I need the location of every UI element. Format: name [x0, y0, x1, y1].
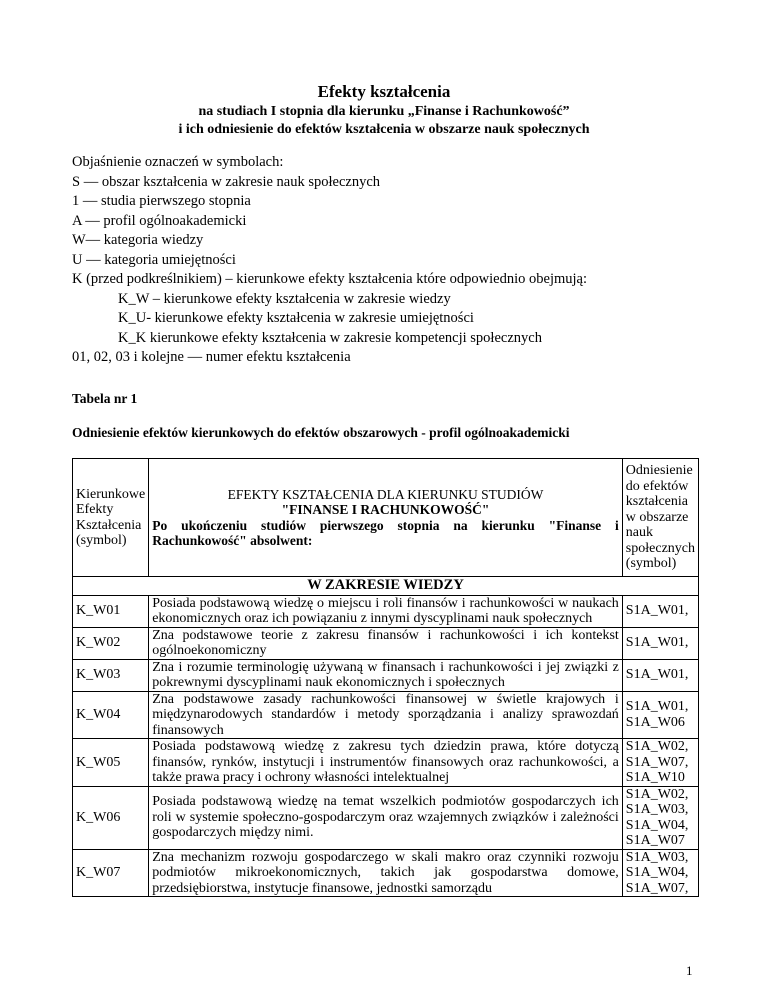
- outcome-description: Posiada podstawową wiedzę na temat wszelkich podmiotów gospodarczych ich roli w systemie społeczno-gospodarczym oraz wzajemnych związków i zależności gospodarczych między nimi.: [149, 786, 623, 849]
- section-row: [73, 577, 699, 596]
- outcome-reference: S1A_W03, S1A_W04, S1A_W07,: [622, 849, 698, 897]
- outcome-description: Posiada podstawową wiedzę o miejscu i roli finansów i rachunkowości w naukach ekonomicznych oraz ich powiązaniu z innymi dyscyplinami nauk społecznych: [149, 595, 623, 627]
- outcome-reference: S1A_W02, S1A_W07, S1A_W10: [622, 739, 698, 787]
- outcome-code: K_W06: [73, 786, 149, 849]
- table-row: [73, 659, 699, 691]
- document-subtitle-2: i ich odniesienie do efektów kształcenia w obszarze nauk społecznych: [178, 122, 590, 137]
- explanation-line: A — profil ogólnoakademicki: [72, 212, 247, 229]
- page-number: 1: [686, 963, 693, 978]
- outcome-code: K_W07: [73, 849, 149, 897]
- table-row: [73, 595, 699, 627]
- header-symbol-label: Kierunkowe Efekty Kształcenia (symbol): [76, 486, 146, 548]
- table-row: [73, 849, 699, 897]
- table-header-row: [73, 459, 699, 577]
- symbol-explanation: [72, 153, 587, 368]
- outcome-code: K_W03: [73, 659, 149, 691]
- explanation-line: 1 — studia pierwszego stopnia: [72, 193, 251, 209]
- explanation-line: K (przed podkreślnikiem) – kierunkowe efekty kształcenia które odpowiednio obejmują:: [72, 271, 587, 287]
- document-subtitle-1: na studiach I stopnia dla kierunku „Finanse i Rachunkowość”: [198, 104, 570, 119]
- outcome-reference: S1A_W01,: [622, 659, 698, 691]
- table-row: [73, 786, 699, 849]
- table-number: Tabela nr 1: [72, 391, 138, 406]
- outcome-code: K_W02: [73, 627, 149, 659]
- header-reference-cell: [622, 459, 698, 577]
- header-symbol-cell: [73, 459, 149, 577]
- outcome-code: K_W01: [73, 595, 149, 627]
- explanation-line: U — kategoria umiejętności: [72, 251, 236, 268]
- table-row: [73, 691, 699, 739]
- outcome-description: Posiada podstawową wiedzę z zakresu tych dziedzin prawa, które dotyczą finansów, rynków, instytucji i instrumentów finansowych oraz rachunkowości, a także prawa pracy i ochrony własności intelektualnej: [149, 739, 623, 787]
- section-knowledge: W ZAKRESIE WIEDZY: [73, 577, 699, 596]
- header-outcomes-title: EFEKTY KSZTAŁCENIA DLA KIERUNKU STUDIÓW: [227, 486, 544, 502]
- table-description: Odniesienie efektów kierunkowych do efektów obszarowych - profil ogólnoakademicki: [72, 425, 570, 440]
- outcome-reference: S1A_W01,: [622, 627, 698, 659]
- explanation-last-line: 01, 02, 03 i kolejne — numer efektu kształcenia: [72, 349, 351, 365]
- outcome-description: Zna podstawowe zasady rachunkowości finansowej w świetle krajowych i międzynarodowych standardów i metody sporządzania i analizy sprawozdań finansowych: [149, 691, 623, 739]
- document-title: Efekty kształcenia: [317, 82, 451, 101]
- explanation-heading: Objaśnienie oznaczeń w symbolach:: [72, 154, 284, 170]
- outcome-code: K_W05: [73, 739, 149, 787]
- outcome-reference: S1A_W02, S1A_W03, S1A_W04, S1A_W07: [622, 786, 698, 849]
- explanation-indented-line: K_U- kierunkowe efekty kształcenia w zakresie umiejętności: [118, 310, 474, 326]
- table-row: [73, 739, 699, 787]
- outcome-description: Zna mechanizm rozwoju gospodarczego w skali makro oraz czynniki rozwoju podmiotów mikroekonomicznych, takich jak gospodarstwa domowe, przedsiębiorstwa, instytucje finansowe, jednostki samorządu: [149, 849, 623, 897]
- outcome-description: Zna podstawowe teorie z zakresu finansów i rachunkowości i ich kontekst ogólnoekonomiczny: [149, 627, 623, 659]
- explanation-line: S — obszar kształcenia w zakresie nauk społecznych: [72, 173, 381, 190]
- header-graduate-intro: Po ukończeniu studiów pierwszego stopnia na kierunku "Finanse i Rachunkowość" absolwent:: [152, 517, 619, 548]
- explanation-indented-line: K_W – kierunkowe efekty kształcenia w zakresie wiedzy: [118, 290, 451, 307]
- outcome-description: Zna i rozumie terminologię używaną w finansach i rachunkowości i jej związki z pokrewnymi dyscyplinami nauk ekonomicznych i społecznych: [149, 659, 623, 691]
- learning-outcomes-table: [72, 458, 699, 897]
- header-field-name: "FINANSE I RACHUNKOWOŚĆ": [281, 502, 490, 517]
- outcome-code: K_W04: [73, 691, 149, 739]
- explanation-line: W— kategoria wiedzy: [72, 232, 204, 248]
- header-reference-label: Odniesienie do efektów kształcenia w obszarze nauk społecznych (symbol): [625, 463, 695, 572]
- header-outcomes-cell: [149, 459, 623, 577]
- outcome-reference: S1A_W01, S1A_W06: [622, 691, 698, 739]
- explanation-indented-line: K_K kierunkowe efekty kształcenia w zakresie kompetencji społecznych: [118, 329, 542, 346]
- outcome-reference: S1A_W01,: [622, 595, 698, 627]
- table-row: [73, 627, 699, 659]
